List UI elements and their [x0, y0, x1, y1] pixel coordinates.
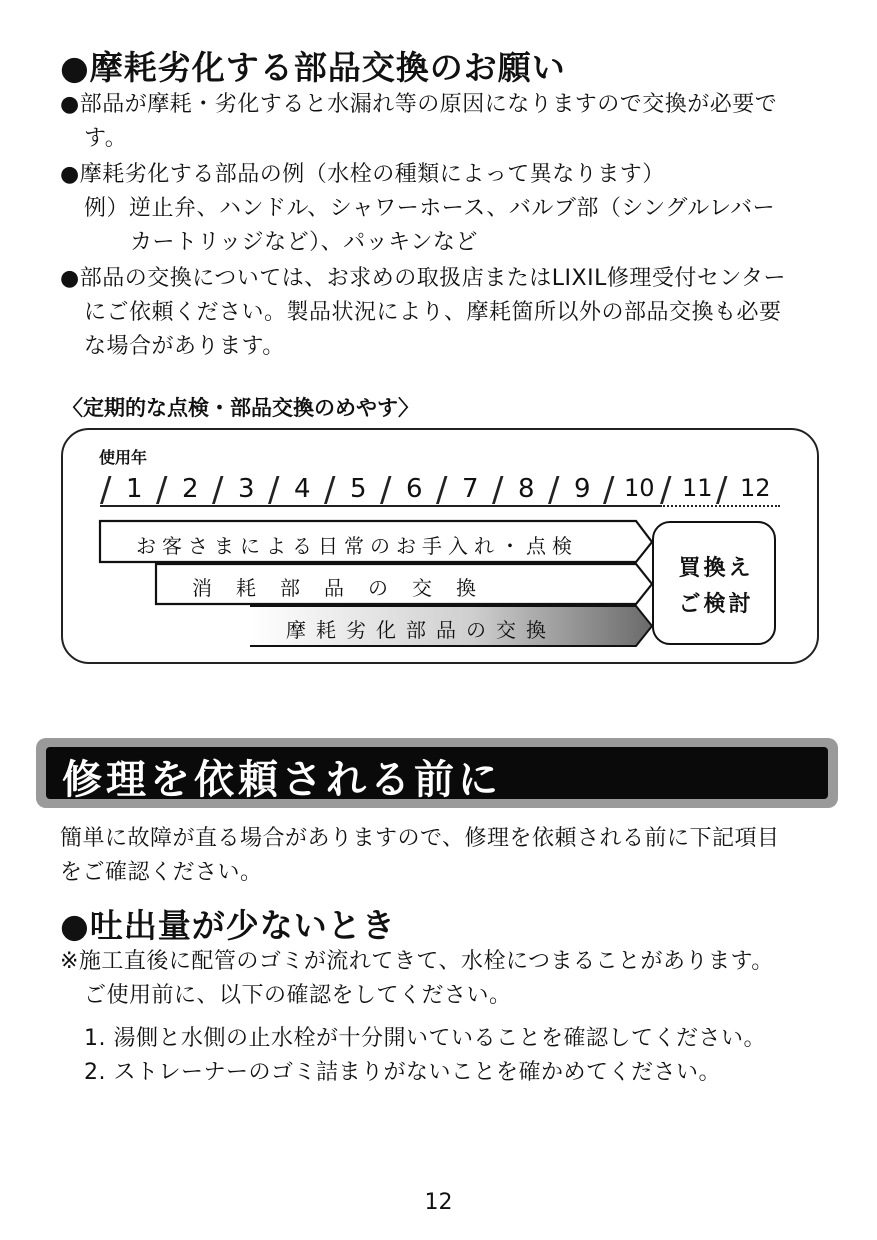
consumables-label: 消 耗 部 品 の 交 換: [192, 576, 478, 600]
year-divider: /: [212, 470, 224, 510]
low-flow-heading: ●吐出量が少ないとき: [60, 906, 396, 945]
year-9: 9: [574, 474, 591, 504]
replacement-consideration-box: [652, 521, 776, 645]
years-label: 使用年: [99, 448, 148, 467]
text-line: ●摩耗劣化する部品の例（水栓の種類によって異なります）: [60, 162, 665, 187]
text-line: な場合があります。: [84, 334, 285, 359]
year-divider: /: [603, 470, 615, 510]
daily-care-label: お客さまによる日常のお手入れ・点検: [136, 534, 578, 558]
text-line: カートリッジなど）、パッキンなど: [130, 230, 478, 255]
year-divider: /: [548, 470, 560, 510]
year-divider: /: [492, 470, 504, 510]
page-number: 12: [424, 1190, 453, 1215]
year-12: 12: [740, 474, 771, 502]
text-line: にご依頼ください。製品状況により、摩耗箇所以外の部品交換も必要: [84, 300, 782, 325]
repair-intro: [60, 822, 830, 890]
year-5: 5: [350, 474, 367, 504]
text-line: す。: [84, 126, 128, 151]
year-4: 4: [294, 474, 311, 504]
year-divider: /: [324, 470, 336, 510]
year-8: 8: [518, 474, 535, 504]
year-2: 2: [182, 474, 199, 504]
text-line: ※施工直後に配管のゴミが流れてきて、水栓につまることがあります。: [60, 949, 774, 974]
year-1: 1: [126, 474, 143, 504]
text-line: 例）逆止弁、ハンドル、シャワーホース、バルブ部（シングルレバー: [84, 196, 776, 221]
year-divider: /: [156, 470, 168, 510]
list-item: 1. 湯側と水側の止水栓が十分開いていることを確認してください。: [84, 1026, 766, 1051]
text-line: ご使用前に、以下の確認をしてください。: [84, 983, 512, 1008]
year-7: 7: [462, 474, 479, 504]
text-line: ●部品が摩耗・劣化すると水漏れ等の原因になりますので交換が必要で: [60, 92, 778, 117]
section-title-parts-replacement: ●摩耗劣化する部品交換のお願い: [60, 48, 566, 87]
list-item: 2. ストレーナーのゴミ詰まりがないことを確かめてください。: [84, 1060, 721, 1085]
year-11: 11: [682, 474, 713, 502]
wear-parts-label: 摩耗劣化部品の交換: [286, 618, 556, 642]
year-divider: /: [436, 470, 448, 510]
text-line: 簡単に故障が直る場合がありますので、修理を依頼される前に下記項目: [60, 826, 780, 851]
buy-line-1: 買換え: [678, 556, 754, 581]
year-divider: /: [268, 470, 280, 510]
section-banner-title: 修理を依頼される前に: [62, 757, 502, 803]
year-divider: /: [100, 470, 112, 510]
buy-line-2: ご検討: [678, 592, 754, 617]
low-flow-note: [60, 945, 840, 1013]
year-divider: /: [380, 470, 392, 510]
text-line: ●部品の交換については、お求めの取扱店またはLIXIL修理受付センター: [60, 266, 786, 291]
year-divider: /: [660, 470, 672, 510]
check-list: [84, 1022, 844, 1090]
year-divider: /: [716, 470, 728, 510]
text-line: をご確認ください。: [60, 860, 263, 885]
timeline-heading: 〈定期的な点検・部品交換のめやす〉: [62, 396, 419, 420]
year-3: 3: [238, 474, 255, 504]
year-6: 6: [406, 474, 423, 504]
year-10: 10: [624, 474, 655, 502]
